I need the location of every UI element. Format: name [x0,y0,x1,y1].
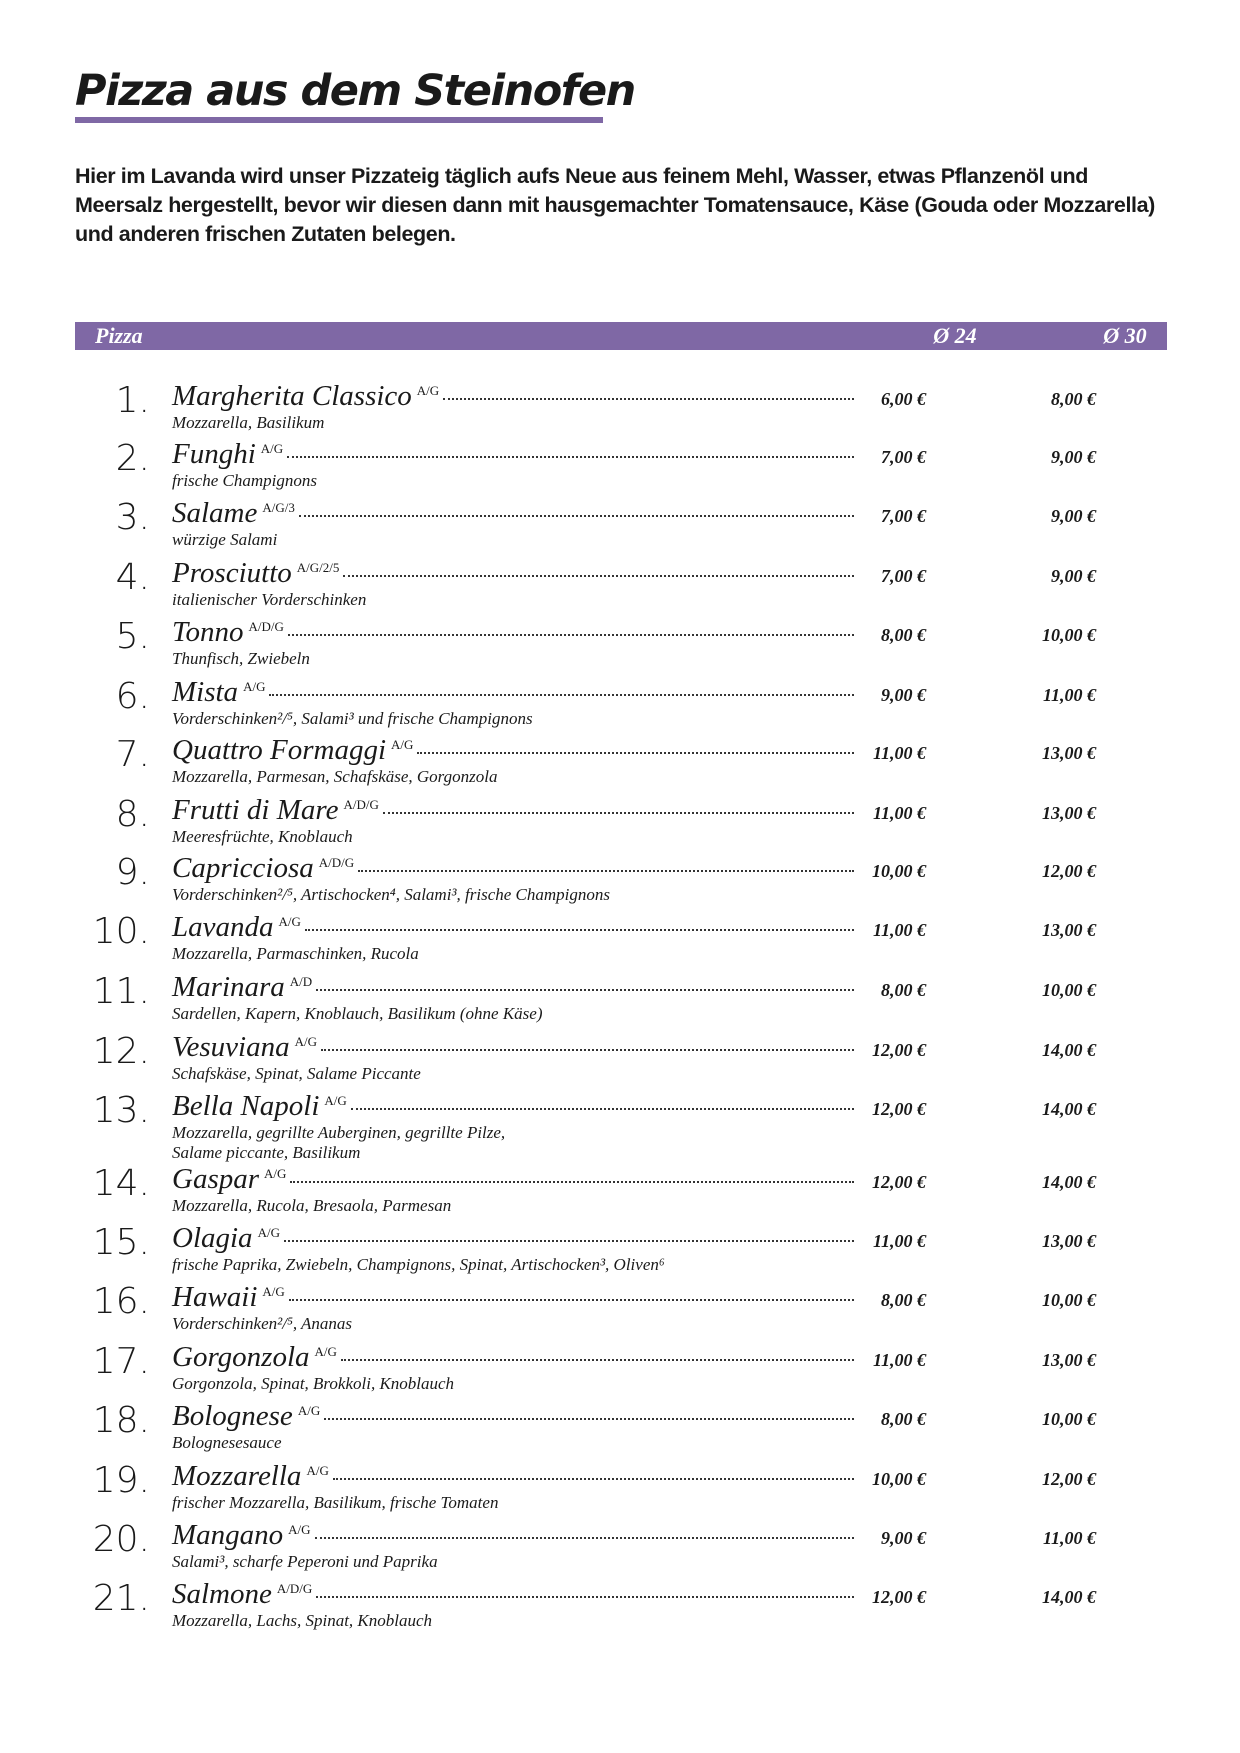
item-name-line [172,1031,860,1064]
dot-leader [324,1418,854,1420]
price-large: 13,00 € [1042,1350,1096,1370]
dot-leader [333,1478,854,1480]
item-number: 7. [115,734,150,775]
item-name: Vesuviana [172,1031,290,1063]
price-small: 11,00 € [872,743,926,763]
item-name-line [172,1090,860,1123]
item-name-line [172,971,860,1004]
price-large: 9,00 € [1051,447,1096,467]
dot-leader [269,694,854,696]
item-name: Capricciosa [172,852,314,884]
dot-leader [288,634,854,636]
item-allergens: A/G [243,679,266,694]
dot-leader [305,929,854,931]
item-allergens: A/G [257,1225,280,1240]
item-allergens: A/D [289,974,313,989]
price-small: 8,00 € [881,1409,926,1429]
item-name: Lavanda [172,911,274,943]
header-category: Pizza [95,323,143,348]
item-number: 19. [92,1460,150,1501]
item-description: italienischer Vorderschinken [172,590,367,609]
price-small: 11,00 € [872,920,926,940]
dot-leader [383,812,854,814]
item-number: 16. [92,1281,150,1322]
item-allergens: A/G/3 [262,500,295,515]
item-description: Meeresfrüchte, Knoblauch [172,827,353,846]
item-allergens: A/G [314,1344,337,1359]
price-small: 7,00 € [881,566,926,586]
item-name-line [172,794,860,827]
item-allergens: A/G [306,1463,329,1478]
item-description: Mozzarella, Basilikum [172,413,325,432]
page-title: Pizza aus dem Steinofen [75,66,635,116]
item-name-line [172,1460,860,1493]
item-name-line [172,380,860,413]
price-large: 10,00 € [1042,625,1096,645]
price-small: 9,00 € [881,685,926,705]
intro-text: Hier im Lavanda wird unser Pizzateig täglich aufs Neue aus feinem Mehl, Wasser, etwas Pflanzenöl und Meersalz hergestellt, bevor wir diesen dann mit hausgemachter Tomatensauce, Käse (Gouda oder Mozzarella) und anderen frischen Zutaten belegen. [75,164,1155,246]
price-small: 8,00 € [881,980,926,1000]
item-name-line [172,497,860,530]
item-description: Mozzarella, Lachs, Spinat, Knoblauch [172,1611,433,1630]
item-description: frische Champignons [172,471,317,490]
item-description: Salami³, scharfe Peperoni und Paprika [172,1552,438,1571]
item-name: Gaspar [172,1163,260,1195]
price-large: 10,00 € [1042,1409,1096,1429]
price-small: 11,00 € [872,1350,926,1370]
item-number: 3. [115,497,150,538]
item-number: 8. [115,794,150,835]
item-name: Mozzarella [172,1460,302,1492]
item-description: Mozzarella, Parmesan, Schafskäse, Gorgonzola [172,767,498,786]
item-name: Tonno [172,616,244,648]
item-number: 9. [115,852,150,893]
item-number: 21. [92,1578,150,1619]
item-name: Margherita Classico [172,380,412,412]
price-small: 10,00 € [872,1469,926,1489]
price-small: 12,00 € [872,1172,926,1192]
item-allergens: A/G [260,441,284,456]
item-name: Olagia [172,1222,253,1254]
item-number: 5. [115,616,150,657]
dot-leader [358,870,854,872]
item-description: Gorgonzola, Spinat, Brokkoli, Knoblauch [172,1374,455,1393]
item-name: Bolognese [172,1400,293,1432]
dot-leader [290,1181,854,1183]
item-allergens: A/G [324,1093,347,1108]
price-large: 13,00 € [1042,920,1096,940]
header-size-large: Ø 30 [1103,323,1147,348]
price-large: 10,00 € [1042,980,1096,1000]
item-number: 6. [115,676,150,717]
item-allergens: A/D/G [343,797,379,812]
dot-leader [315,1537,854,1539]
item-allergens: A/G/2/5 [296,560,340,575]
price-large: 14,00 € [1042,1172,1096,1192]
item-name-line [172,676,860,709]
item-name: Salmone [172,1578,272,1610]
item-name-line [172,557,860,590]
dot-leader [284,1240,854,1242]
item-name-line [172,1519,860,1552]
item-name-line [172,1341,860,1374]
item-description: frische Paprika, Zwiebeln, Champignons, Spinat, Artischocken³, Oliven⁶ [172,1255,665,1274]
item-allergens: A/G [264,1166,287,1181]
price-small: 9,00 € [881,1528,926,1548]
price-small: 7,00 € [881,447,926,467]
dot-leader [341,1359,854,1361]
item-number: 10. [92,911,150,952]
item-allergens: A/D/G [276,1581,313,1596]
item-number: 14. [92,1163,150,1204]
item-name: Hawaii [172,1281,258,1313]
item-name: Frutti di Mare [172,794,339,826]
item-description: Mozzarella, Parmaschinken, Rucola [172,944,419,963]
price-large: 12,00 € [1042,1469,1096,1489]
item-allergens: A/D/G [248,619,284,634]
price-large: 12,00 € [1042,861,1096,881]
item-allergens: A/G [297,1403,321,1418]
item-description: Mozzarella, gegrillte Auberginen, gegrillte Pilze, Salame piccante, Basilikum [172,1123,506,1162]
item-allergens: A/G [278,914,301,929]
item-name-line [172,852,860,885]
price-small: 12,00 € [872,1099,926,1119]
price-small: 8,00 € [881,1290,926,1310]
item-description: Schafskäse, Spinat, Salame Piccante [172,1064,421,1083]
dot-leader [321,1049,854,1051]
item-name: Mista [172,676,239,708]
item-name: Quattro Formaggi [172,734,387,766]
dot-leader [289,1299,854,1301]
item-description: frischer Mozzarella, Basilikum, frische Tomaten [172,1493,499,1512]
price-large: 13,00 € [1042,803,1096,823]
price-large: 11,00 € [1042,1528,1096,1548]
item-name: Bella Napoli [172,1090,320,1122]
header-size-small: Ø 24 [933,323,977,348]
price-large: 14,00 € [1042,1099,1096,1119]
item-number: 4. [115,557,150,598]
item-name: Marinara [172,971,285,1003]
price-large: 14,00 € [1042,1040,1096,1060]
item-description: Thunfisch, Zwiebeln [172,649,310,668]
item-allergens: A/G [416,383,440,398]
dot-leader [443,398,854,400]
price-large: 8,00 € [1051,389,1096,409]
price-small: 11,00 € [872,803,926,823]
item-name: Salame [172,497,258,529]
item-name: Gorgonzola [172,1341,310,1373]
item-name-line [172,734,860,767]
item-allergens: A/G [262,1284,285,1299]
item-number: 2. [115,438,150,479]
price-small: 7,00 € [881,506,926,526]
menu-header-bar [75,322,1167,350]
price-large: 9,00 € [1051,566,1096,586]
item-description: Vorderschinken²/⁵, Ananas [172,1314,353,1333]
item-name-line [172,616,860,649]
item-number: 18. [92,1400,150,1441]
dot-leader [287,456,854,458]
item-description: Bolognesesauce [172,1433,282,1452]
price-large: 13,00 € [1042,743,1096,763]
item-name-line [172,1222,860,1255]
price-large: 14,00 € [1042,1587,1096,1607]
price-small: 8,00 € [881,625,926,645]
title-underline [75,117,603,123]
price-small: 11,00 € [872,1231,926,1251]
item-number: 12. [92,1031,150,1072]
item-name-line [172,1400,860,1433]
item-name-line [172,438,860,471]
price-large: 13,00 € [1042,1231,1096,1251]
item-number: 1. [115,380,150,421]
item-name: Prosciutto [172,557,292,589]
item-allergens: A/G [288,1522,311,1537]
dot-leader [316,989,854,991]
item-description: Mozzarella, Rucola, Bresaola, Parmesan [172,1196,452,1215]
item-description: Vorderschinken²/⁵, Salami³ und frische Champignons [172,709,533,728]
price-small: 12,00 € [872,1587,926,1607]
dot-leader [316,1596,854,1598]
price-small: 6,00 € [881,389,926,409]
item-description: Vorderschinken²/⁵, Artischocken⁴, Salami³, frische Champignons [172,885,610,904]
item-name-line [172,911,860,944]
item-name: Funghi [172,438,256,470]
item-number: 20. [92,1519,150,1560]
dot-leader [351,1108,854,1110]
item-name-line [172,1578,860,1611]
item-number: 17. [92,1341,150,1382]
item-name-line [172,1163,860,1196]
item-allergens: A/D/G [318,855,355,870]
item-allergens: A/G [391,737,414,752]
item-allergens: A/G [294,1034,317,1049]
price-large: 10,00 € [1042,1290,1096,1310]
price-small: 12,00 € [872,1040,926,1060]
item-number: 11. [92,971,150,1012]
item-description: Sardellen, Kapern, Knoblauch, Basilikum (ohne Käse) [172,1004,543,1023]
item-name-line [172,1281,860,1314]
item-description: würzige Salami [172,530,278,549]
price-large: 11,00 € [1042,685,1096,705]
item-number: 15. [92,1222,150,1263]
price-small: 10,00 € [872,861,926,881]
price-large: 9,00 € [1051,506,1096,526]
item-number: 13. [92,1090,150,1131]
dot-leader [417,752,854,754]
dot-leader [343,575,854,577]
item-name: Mangano [172,1519,284,1551]
dot-leader [299,515,854,517]
